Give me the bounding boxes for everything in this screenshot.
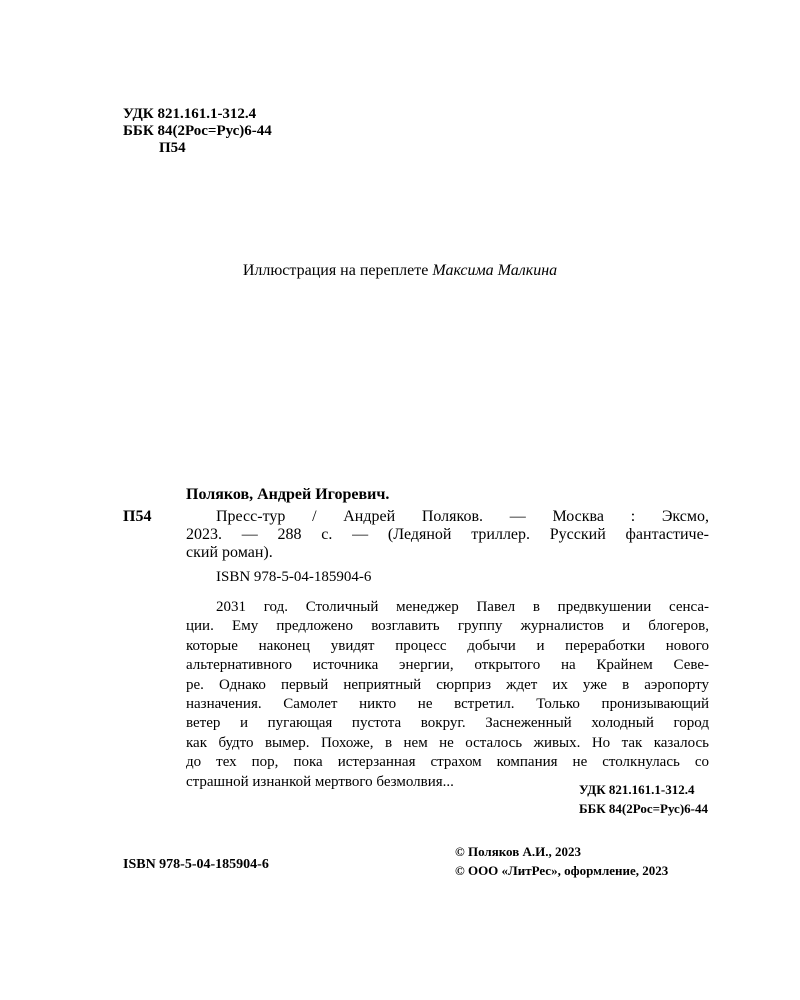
annotation-line: ветер и пугающая пустота вокруг. Заснеженный холодный город [186, 715, 709, 732]
illustration-artist: Максима Малкина [432, 262, 558, 279]
description-line: 2023. — 288 с. — (Ледяной триллер. Русский фантастиче- [186, 526, 709, 543]
copyright-author: © Поляков А.И., 2023 [455, 844, 581, 859]
copyright-block [455, 842, 668, 880]
classification-codes-bottom [579, 780, 708, 818]
annotation [186, 598, 709, 792]
illustration-prefix: Иллюстрация на переплете [242, 262, 433, 279]
annotation-line: которые наконец увидят процесс добычи и переработки нового [186, 637, 709, 654]
annotation-line: 2031 год. Столичный менеджер Павел в предвкушении сенса- [216, 599, 709, 615]
udk-code-bottom: УДК 821.161.1-312.4 [579, 782, 695, 797]
author-sign: П54 [159, 140, 186, 156]
author-sign-left: П54 [123, 508, 152, 525]
description-line: ский роман). [186, 544, 273, 561]
bibliographic-description [186, 508, 709, 562]
bbk-code-bottom: ББК 84(2Рос=Рус)6-44 [579, 801, 708, 816]
description-line: Пресс-тур / Андрей Поляков. — Москва : Эксмо, [216, 508, 709, 525]
annotation-line: как будто вымер. Похоже, в нем не осталось живых. Но так казалось [186, 734, 709, 751]
copyright-publisher: © ООО «ЛитРес», оформление, 2023 [455, 863, 669, 878]
illustration-credit [0, 262, 800, 280]
annotation-line: ции. Ему предложено возглавить группу журналистов и блогеров, [186, 618, 709, 635]
annotation-line: страшной изнанкой мертвого безмолвия... [186, 773, 454, 790]
udk-code: УДК 821.161.1-312.4 [123, 106, 257, 122]
annotation-line: ре. Однако первый неприятный сюрприз ждет их уже в аэропорту [186, 676, 709, 693]
bbk-code: ББК 84(2Рос=Рус)6-44 [123, 123, 272, 139]
classification-codes-top [123, 106, 272, 157]
book-author: Поляков, Андрей Игоревич. [186, 486, 390, 503]
isbn-description: ISBN 978-5-04-185904-6 [216, 569, 372, 585]
annotation-line: альтернативного источника энергии, открытого на Крайнем Севе- [186, 657, 709, 674]
annotation-line: до тех пор, пока истерзанная страхом компания не столкнулась со [186, 754, 709, 771]
annotation-line: назначения. Самолет никто не встретил. Только пронизывающий [186, 696, 709, 713]
isbn-bottom: ISBN 978-5-04-185904-6 [123, 857, 269, 872]
